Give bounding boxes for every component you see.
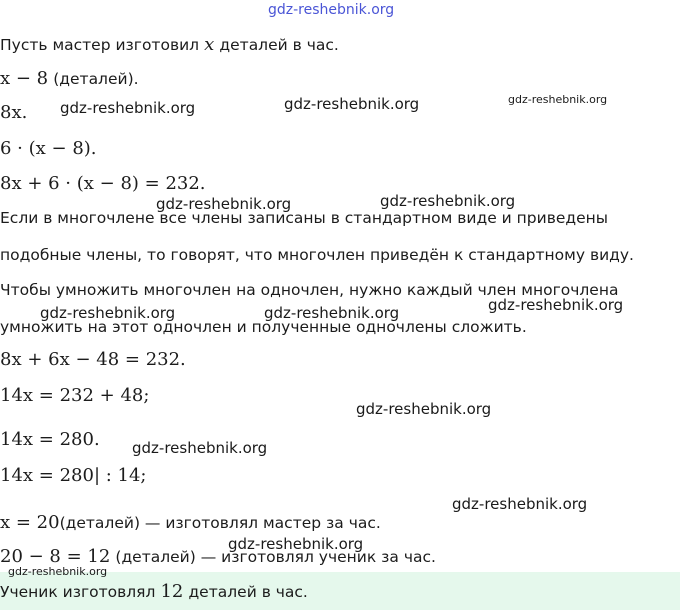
rule-1-line-2: подобные члены, то говорят, что многочлен приведён к стандартному виду.	[0, 246, 634, 264]
top-watermark: gdz-reshebnik.org	[268, 2, 395, 18]
line-10-math: x = 20	[0, 512, 60, 533]
watermark: gdz-reshebnik.org	[488, 296, 624, 314]
watermark: gdz-reshebnik.org	[40, 304, 176, 322]
solution-line-7	[0, 385, 149, 406]
line-3-math: 8x.	[0, 102, 28, 123]
line-2-text: (деталей).	[53, 70, 139, 88]
solution-line-1	[0, 34, 339, 55]
line-1-variable: x	[204, 34, 215, 55]
watermark: gdz-reshebnik.org	[60, 99, 196, 117]
watermark: gdz-reshebnik.org	[284, 95, 420, 113]
line-11-text: (деталей) — изготовлял ученик за час.	[115, 548, 436, 566]
solution-line-8	[0, 429, 100, 450]
watermark: gdz-reshebnik.org	[264, 304, 400, 322]
line-8-math: 14x = 280.	[0, 429, 100, 450]
watermark: gdz-reshebnik.org	[380, 192, 516, 210]
line-1-text-2: деталей в час.	[219, 36, 339, 54]
solution-line-11	[0, 546, 436, 567]
rule-2-line-1: Чтобы умножить многочлен на одночлен, нужно каждый член многочлена	[0, 281, 619, 299]
rule-1-line-1: Если в многочлене все члены записаны в стандартном виде и приведены	[0, 209, 609, 227]
watermark: gdz-reshebnik.org	[508, 93, 608, 106]
solution-line-9	[0, 465, 146, 486]
watermark: gdz-reshebnik.org	[356, 400, 492, 418]
answer-text-1: Ученик изготовлял	[0, 583, 156, 601]
watermark: gdz-reshebnik.org	[156, 195, 292, 213]
solution-line-3	[0, 102, 27, 123]
line-7-math: 14x = 232 + 48;	[0, 385, 150, 406]
solution-line-5	[0, 173, 206, 194]
line-10-text: (деталей) — изготовлял мастер за час.	[59, 514, 381, 532]
line-5-math: 8x + 6 · (x − 8) = 232.	[0, 173, 206, 194]
line-9-math: 14x = 280| : 14;	[0, 465, 147, 486]
solution-line-6	[0, 349, 186, 370]
rule-2-line-2: умножить на этот одночлен и полученные одночлены сложить.	[0, 318, 527, 336]
line-2-math: x − 8	[0, 68, 49, 89]
watermark: gdz-reshebnik.org	[8, 565, 108, 578]
solution-line-4	[0, 138, 97, 159]
solution-line-10	[0, 512, 381, 533]
line-6-math: 8x + 6x − 48 = 232.	[0, 349, 186, 370]
line-1-text: Пусть мастер изготовил	[0, 36, 200, 54]
line-11-math: 20 − 8 = 12	[0, 546, 111, 567]
answer-text-2: деталей в час.	[188, 583, 308, 601]
answer-line	[0, 581, 308, 602]
watermark: gdz-reshebnik.org	[452, 495, 588, 513]
watermark: gdz-reshebnik.org	[228, 535, 364, 553]
solution-line-2	[0, 68, 139, 89]
answer-number: 12	[160, 581, 184, 602]
line-4-math: 6 · (x − 8).	[0, 138, 97, 159]
watermark: gdz-reshebnik.org	[132, 439, 268, 457]
